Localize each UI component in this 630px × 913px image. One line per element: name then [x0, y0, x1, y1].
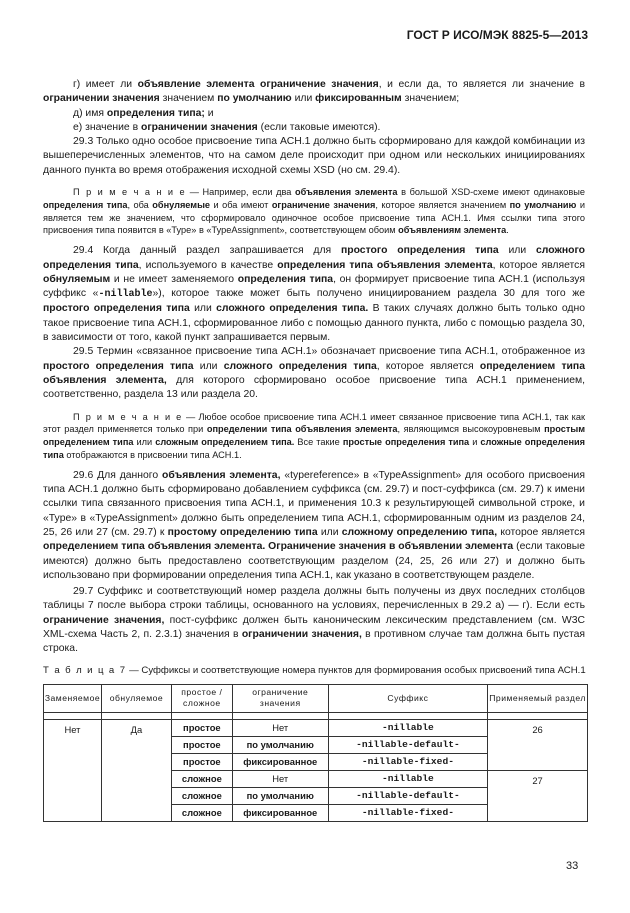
- paragraph-29-3: 29.3 Только одно особое присвоение типа АСН.1 должно быть сформировано для каждой комбинации из вышеперечисленных элементов, что на самом деле происходит при одном или нескольких инициированиях данного пункта во время отображения исходной схемы XSD (но см. 29.4).: [43, 136, 585, 176]
- cell-constraint: по умолчанию: [232, 736, 328, 753]
- col-header-kind: простое / сложное: [171, 684, 232, 712]
- cell-kind: простое: [171, 736, 232, 753]
- suffix-table: [43, 684, 588, 822]
- cell-suffix: -nillable-default-: [328, 736, 487, 753]
- cell-suffix: -nillable: [328, 719, 487, 736]
- paragraph-29-6: 29.6 Для данного объявления элемента, «typereference» в «TypeAssignment» для особого присвоения типа АСН.1 должно быть сформировано добавлением суффикса (см. 29.7) и пост-суффикса (см. 29.7) к имени ссылки типа связанного присвоения типа АСН.1, и применения 10.3 к результирующей символьной строке, и «Type» в «TypeAssignment» должно быть определением типа АСН.1, сформированным одним из разделов 24, 25, 26 или 27 (см. 29.7) к простому определению типа или сложному определению типа, которое является определением типа объявления элемента. Ограничение значения в объявлении элемента (если таковые имеются) должно быть предоставлено соответствующим разделом (24, 25, 26 или 27) и должно быть использовано при формировании определения типа АСН.1, как указано в соответствующем разделе.: [43, 469, 586, 581]
- table-header-row: [44, 684, 588, 712]
- note-2: П р и м е ч а н и е — Любое особое присвоение типа АСН.1 имеет связанное присвоение типа АСН.1, так как этот раздел применяется только при определении типа объявления элемента, являющимся высокоуровневым простым определением типа или сложным определением типа. Все такие простые определения типа и сложные определения типа отображаются в присвоении типа АСН.1.: [43, 411, 585, 460]
- table-caption: Т а б л и ц а 7 — Суффиксы и соответствующие номера пунктов для формирования особых присвоений типа АСН.1: [43, 664, 586, 676]
- item-g: г) имеет ли объявление элемента ограничение значения, и если да, то является ли значение в ограничении значения значением по умолчанию или фиксированным значением;: [43, 79, 585, 105]
- cell-section: 26: [488, 719, 588, 770]
- col-header-constraint: ограничение значения: [232, 684, 328, 712]
- cell-nillable: Да: [101, 719, 171, 821]
- page-number: 33: [566, 860, 579, 872]
- col-header-nillable: обнуляемое: [101, 684, 171, 712]
- cell-kind: простое: [171, 753, 232, 770]
- col-header-replaceable: Заменяемое: [44, 684, 102, 712]
- item-e: е) значение в ограничении значения (если таковые имеются).: [73, 121, 381, 133]
- page-body: [43, 78, 585, 822]
- cell-constraint: фиксированное: [232, 753, 328, 770]
- table-spacer-row: [44, 712, 588, 719]
- cell-kind: сложное: [171, 804, 232, 821]
- cell-kind: сложное: [171, 787, 232, 804]
- cell-constraint: Нет: [232, 770, 328, 787]
- cell-suffix: -nillable-fixed-: [328, 753, 487, 770]
- table-row: [44, 719, 588, 736]
- cell-kind: сложное: [171, 770, 232, 787]
- item-d: д) имя определения типа; и: [73, 107, 214, 119]
- cell-constraint: Нет: [232, 719, 328, 736]
- cell-kind: простое: [171, 719, 232, 736]
- cell-constraint: фиксированное: [232, 804, 328, 821]
- col-header-section: Применяемый раздел: [488, 684, 588, 712]
- document-header: ГОСТ Р ИСО/МЭК 8825-5—2013: [406, 28, 588, 42]
- paragraph-29-4: 29.4 Когда данный раздел запрашивается для простого определения типа или сложного определения типа, используемого в качестве определения типа объявления элемента, которое является обнуляемым и не имеет заменяемого определения типа, он формирует присвоение типа АСН.1 (используя суффикс «-nillable»), которое также может быть получено инициированием раздела 30 для того же простого определения типа или сложного определения типа. В таких случаях должно быть только одно такое присвоение типа АСН.1, сформированное либо с помощью данного пункта, либо с помощью раздела 30, в зависимости от того, какой пункт запрашивается первым.: [43, 245, 586, 344]
- note-1: П р и м е ч а н и е — Например, если два объявления элемента в большой XSD-схеме имеют одинаковые определения типа, оба обнуляемые и оба имеют ограничение значения, которое является значением по умолчанию и является тем же значением, что сформировало одиночное особое присвоение типа АСН.1. Имя ссылки типа этого присвоения типа появится в «Type» в «TypeAssignment», соответствующем обоим объявлениям элемента.: [43, 187, 585, 236]
- cell-constraint: по умолчанию: [232, 787, 328, 804]
- cell-suffix: -nillable: [328, 770, 487, 787]
- cell-section: 27: [488, 770, 588, 821]
- cell-replaceable: Нет: [44, 719, 102, 821]
- paragraph-29-5: 29.5 Термин «связанное присвоение типа АСН.1» обозначает присвоение типа АСН.1, отображенное из простого определения типа или сложного определения типа, которое является определением типа объявления элемента, для которого сформировано особое присвоение типа АСН.1 применением, соответственно, раздела 13 или раздела 20.: [43, 346, 586, 401]
- col-header-suffix: Суффикс: [328, 684, 487, 712]
- paragraph-29-7: 29.7 Суффикс и соответствующий номер раздела должны быть получены из двух последних столбцов таблицы 7 после выбора строки таблицы, основанного на условиях, перечисленных в 29.2 а) — г). Если есть ограничение значения, пост-суффикс должен быть каноническим лексическим представлением (см. W3C XML-схема Часть 2, п. 2.3.1) значения в ограничении значения, в противном случае там должна быть пустая строка.: [43, 586, 586, 655]
- cell-suffix: -nillable-fixed-: [328, 804, 487, 821]
- cell-suffix: -nillable-default-: [328, 787, 487, 804]
